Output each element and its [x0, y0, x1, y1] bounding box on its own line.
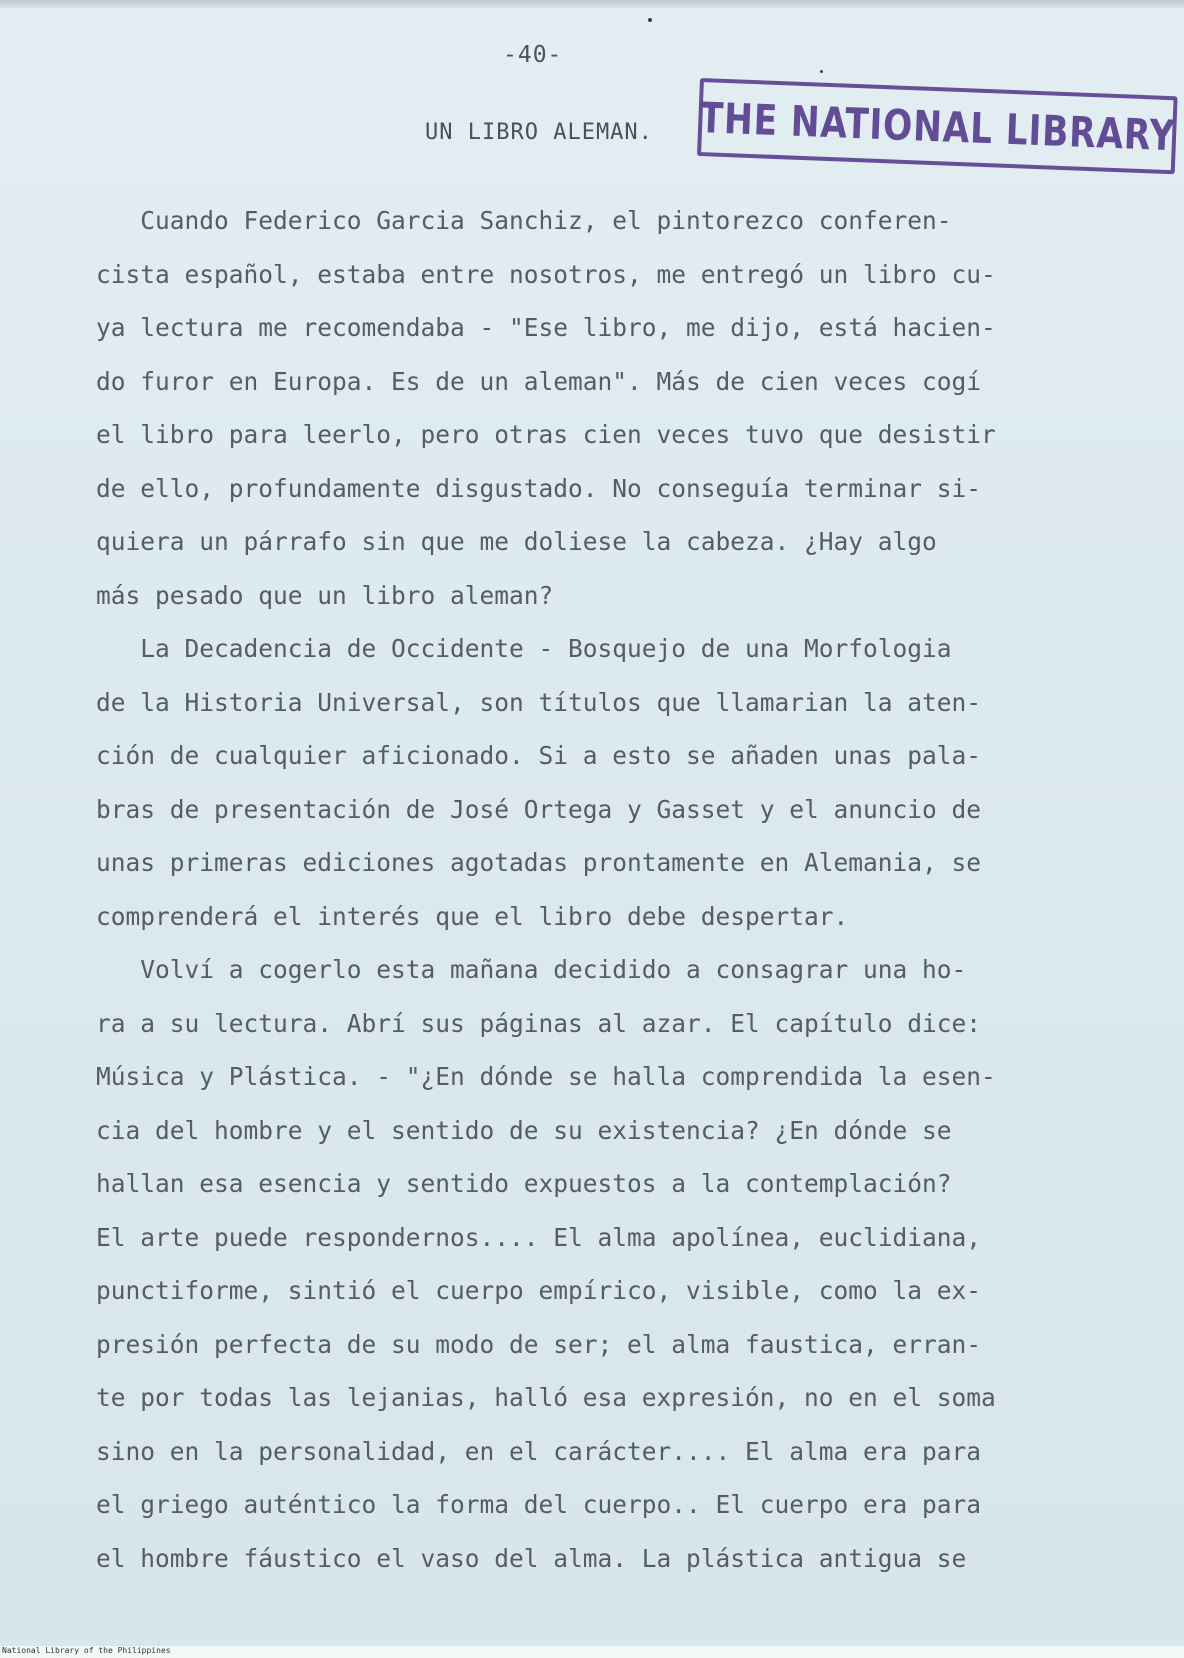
body-line: el griego auténtico la forma del cuerpo.. El cuerpo era para [96, 1490, 982, 1519]
body-line: bras de presentación de José Ortega y Gasset y el anuncio de [96, 794, 982, 824]
body-line: presión perfecta de su modo de ser; el alma faustica, erran- [96, 1329, 982, 1359]
body-line: punctiforme, sintió el cuerpo empírico, visible, como la ex- [96, 1276, 982, 1305]
page-top-edge [0, 0, 1184, 8]
body-line: más pesado que un libro aleman? [96, 580, 554, 610]
document-title: UN LIBRO ALEMAN. [425, 120, 653, 145]
body-line: te por todas las lejanias, halló esa expresión, no en el soma [96, 1383, 996, 1412]
page-number: -40- [503, 42, 563, 68]
body-line: La Decadencia de Occidente - Bosquejo de una Morfologia [96, 634, 952, 663]
body-line: ra a su lectura. Abrí sus páginas al azar. El capítulo dice: [96, 1008, 982, 1038]
body-line: El arte puede respondernos.... El alma apolínea, euclidiana, [96, 1222, 982, 1252]
body-line: ya lectura me recomendaba - "Ese libro, me dijo, está hacien- [96, 313, 996, 342]
footer-credit: National Library of the Philippines [2, 1646, 171, 1655]
body-line: el libro para leerlo, pero otras cien veces tuvo que desistir [96, 420, 996, 449]
body-line: cia del hombre y el sentido de su existencia? ¿En dónde se [96, 1115, 952, 1145]
body-line: Cuando Federico Garcia Sanchiz, el pintorezco conferen- [96, 206, 952, 235]
ink-speck [648, 18, 652, 22]
library-stamp [697, 78, 1178, 174]
ink-speck [820, 70, 823, 73]
body-line: hallan esa esencia y sentido expuestos a la contemplación? [96, 1169, 952, 1198]
library-stamp-text: THE NATIONAL LIBRARY [698, 92, 1176, 160]
body-line: Música y Plástica. - "¿En dónde se halla comprendida la esen- [96, 1062, 996, 1091]
body-line: comprenderá el interés que el libro debe despertar. [96, 901, 849, 931]
body-line: unas primeras ediciones agotadas prontamente en Alemania, se [96, 848, 982, 877]
body-line: de la Historia Universal, son títulos que llamarian la aten- [96, 687, 982, 717]
footer-bar [0, 1646, 1184, 1658]
body-line: de ello, profundamente disgustado. No conseguía terminar si- [96, 473, 982, 503]
body-line: el hombre fáustico el vaso del alma. La plástica antigua se [96, 1543, 967, 1573]
body-line: sino en la personalidad, en el carácter.... El alma era para [96, 1436, 982, 1466]
document-body [96, 194, 1096, 1585]
body-line: Volví a cogerlo esta mañana decidido a consagrar una ho- [96, 955, 967, 984]
body-line: do furor en Europa. Es de un aleman". Más de cien veces cogí [96, 366, 982, 396]
body-line: quiera un párrafo sin que me doliese la cabeza. ¿Hay algo [96, 527, 937, 556]
body-line: ción de cualquier aficionado. Si a esto se añaden unas pala- [96, 741, 982, 770]
body-line: cista español, estaba entre nosotros, me entregó un libro cu- [96, 259, 996, 289]
